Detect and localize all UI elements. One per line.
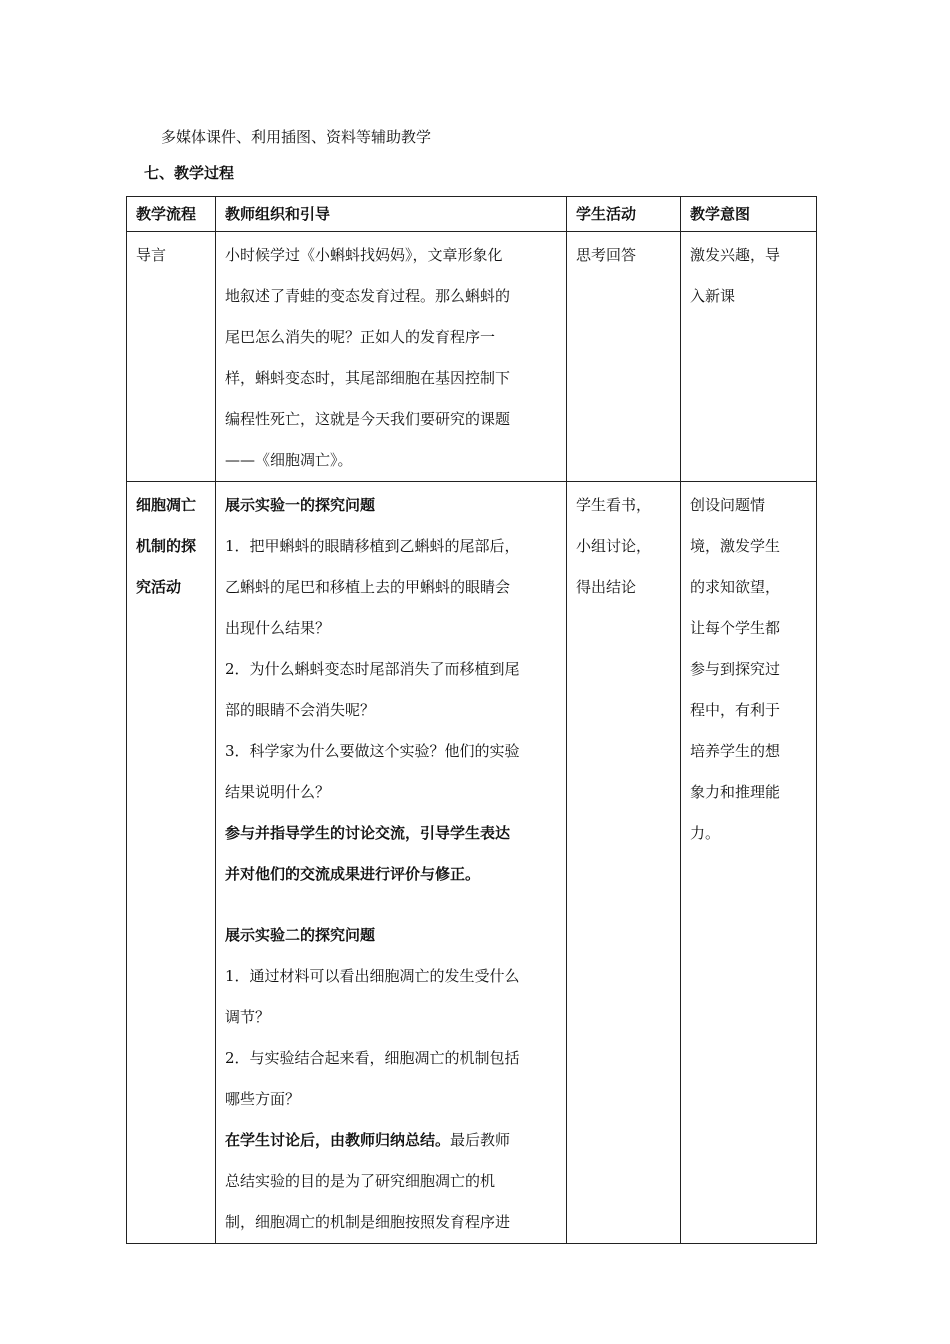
row1-intent-cell — [681, 232, 817, 482]
row2-student-line: 得出结论 — [576, 578, 637, 596]
row2-flow-line: 细胞凋亡 — [136, 496, 197, 514]
summary-line: 制，细胞凋亡的机制是细胞按照发育程序进 — [225, 1213, 511, 1231]
experiment1-line: 乙蝌蚪的尾巴和移植上去的甲蝌蚪的眼睛会 — [225, 578, 511, 596]
row2-flow-line: 机制的探 — [136, 537, 197, 555]
header-flow: 教学流程 — [127, 197, 216, 232]
row1-student-line: 思考回答 — [576, 246, 637, 264]
row2-intent-line: 让每个学生都 — [690, 619, 781, 637]
paragraph-spacer — [225, 895, 557, 915]
row1-teacher-cell — [216, 232, 567, 482]
row1-flow-cell — [127, 232, 216, 482]
table-row — [127, 232, 817, 482]
experiment1-line: 结果说明什么？ — [225, 783, 331, 801]
experiment1-bold-line: 参与并指导学生的讨论交流，引导学生表达 — [225, 824, 511, 842]
experiment1-bold-line: 并对他们的交流成果进行评价与修正。 — [225, 865, 481, 883]
row1-teacher-line: 样，蝌蚪变态时，其尾部细胞在基因控制下 — [225, 369, 511, 387]
row2-flow-line: 究活动 — [136, 578, 182, 596]
row2-intent-line: 程中，有利于 — [690, 701, 781, 719]
row1-teacher-line: 小时候学过《小蝌蚪找妈妈》，文章形象化 — [225, 246, 503, 264]
row2-intent-line: 力。 — [690, 824, 721, 842]
row2-teacher-cell — [216, 482, 567, 1244]
summary-line: 总结实验的目的是为了研究细胞凋亡的机 — [225, 1172, 496, 1190]
row1-teacher-line: 尾巴怎么消失的呢？正如人的发育程序一 — [225, 328, 496, 346]
experiment1-line: 部的眼睛不会消失呢？ — [225, 701, 376, 719]
experiment1-heading: 展示实验一的探究问题 — [225, 496, 376, 514]
row2-intent-line: 境，激发学生 — [690, 537, 781, 555]
row1-intent-line: 激发兴趣，导 — [690, 246, 781, 264]
row2-intent-line: 培养学生的想 — [690, 742, 781, 760]
experiment1-line: 3．科学家为什么要做这个实验？他们的实验 — [225, 742, 520, 760]
table-row — [127, 482, 817, 1244]
row1-teacher-line: ——《细胞凋亡》。 — [225, 451, 353, 469]
summary-normal-text: 最后教师 — [450, 1131, 511, 1149]
table-header-row — [127, 197, 817, 232]
section-title: 七、教学过程 — [144, 164, 235, 182]
experiment2-line: 2．与实验结合起来看，细胞凋亡的机制包括 — [225, 1049, 520, 1067]
row1-intent-line: 入新课 — [690, 287, 736, 305]
experiment2-line: 哪些方面？ — [225, 1090, 301, 1108]
header-teacher: 教师组织和引导 — [216, 197, 567, 232]
teaching-process-table — [126, 196, 817, 1244]
row2-intent-line: 创设问题情 — [690, 496, 766, 514]
header-student: 学生活动 — [567, 197, 681, 232]
row1-teacher-line: 编程性死亡，这就是今天我们要研究的课题 — [225, 410, 511, 428]
row2-intent-line: 参与到探究过 — [690, 660, 781, 678]
intro-text: 多媒体课件、利用插图、资料等辅助教学 — [161, 128, 432, 146]
row2-intent-cell — [681, 482, 817, 1244]
summary-line — [225, 1120, 557, 1161]
header-intent: 教学意图 — [681, 197, 817, 232]
experiment1-line: 1．把甲蝌蚪的眼睛移植到乙蝌蚪的尾部后， — [225, 537, 520, 555]
row2-intent-line: 的求知欲望， — [690, 578, 781, 596]
experiment2-line: 调节？ — [225, 1008, 271, 1026]
row1-flow: 导言 — [136, 246, 167, 264]
row2-student-line: 小组讨论， — [576, 537, 652, 555]
row2-intent-line: 象力和推理能 — [690, 783, 781, 801]
row2-flow-cell — [127, 482, 216, 1244]
row1-student-cell — [567, 232, 681, 482]
row1-teacher-line: 地叙述了青蛙的变态发育过程。那么蝌蚪的 — [225, 287, 511, 305]
experiment1-line: 出现什么结果？ — [225, 619, 331, 637]
experiment2-line: 1．通过材料可以看出细胞凋亡的发生受什么 — [225, 967, 520, 985]
row2-student-cell — [567, 482, 681, 1244]
row2-student-line: 学生看书， — [576, 496, 652, 514]
experiment2-heading: 展示实验二的探究问题 — [225, 926, 376, 944]
experiment1-line: 2．为什么蝌蚪变态时尾部消失了而移植到尾 — [225, 660, 520, 678]
summary-bold-text: 在学生讨论后，由教师归纳总结。 — [225, 1131, 451, 1149]
